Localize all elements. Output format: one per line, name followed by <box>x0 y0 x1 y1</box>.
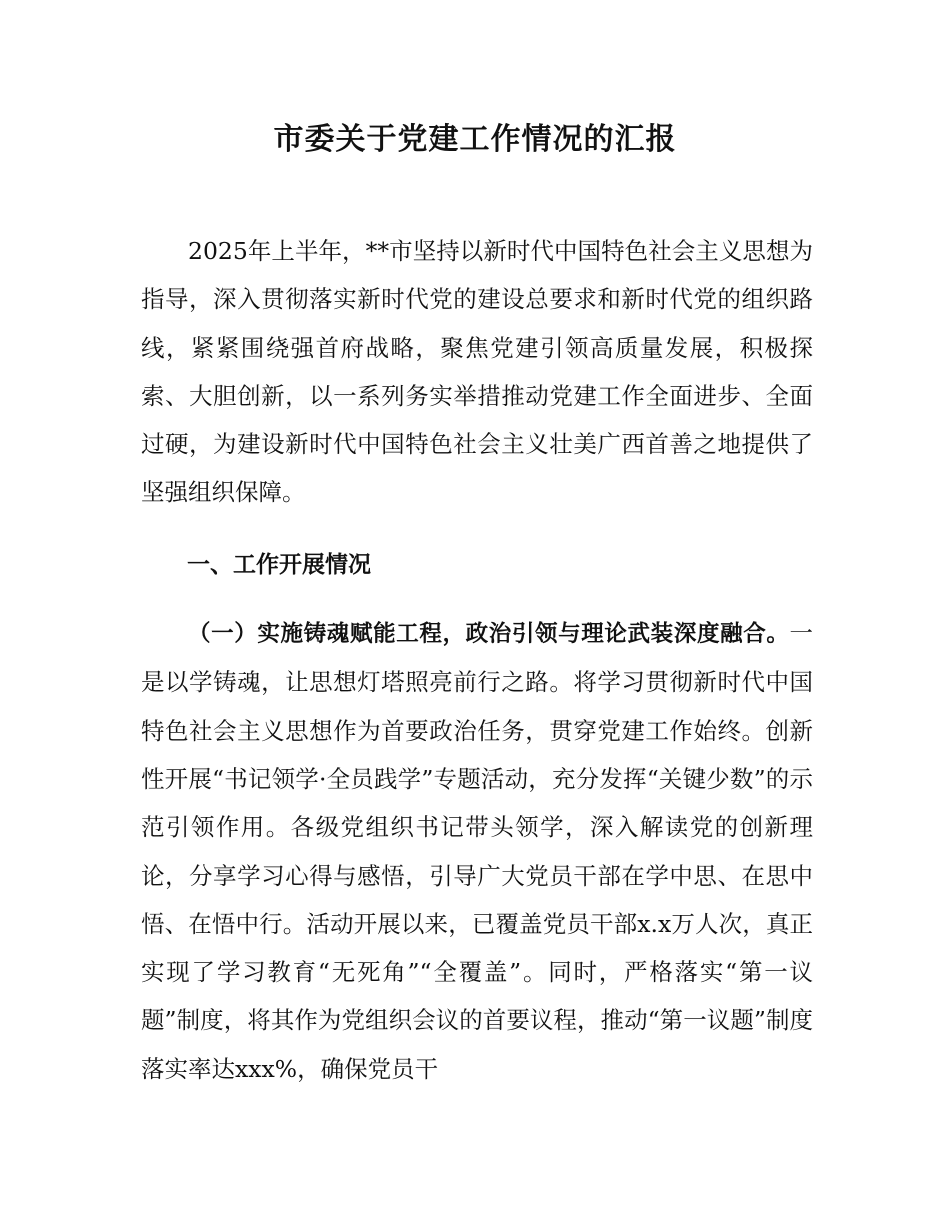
document-title: 市委关于党建工作情况的汇报 <box>273 122 677 157</box>
subsection-heading: （一）实施铸魂赋能工程，政治引领与理论武装深度融合。 <box>188 621 790 648</box>
subsection-paragraph <box>141 609 813 1093</box>
document-body <box>141 227 813 1093</box>
subsection-body: 一是以学铸魂，让思想灯塔照亮前行之路。将学习贯彻新时代中国特色社会主义思想作为首要政治任务，贯穿党建工作始终。创新性开展“书记领学·全员践学”专题活动，充分发挥“关键少数”的示范引领作用。各级党组织书记带头领学，深入解读党的创新理论，分享学习心得与感悟，引导广大党员干部在学中思、在思中悟、在悟中行。活动开展以来，已覆盖党员干部x.x万人次，真正实现了学习教育“无死角”“全覆盖”。同时，严格落实“第一议题”制度，将其作为党组织会议的首要议程，推动“第一议题”制度落实率达xxx%，确保党员干 <box>141 619 813 1083</box>
intro-paragraph: 2025年上半年，**市坚持以新时代中国特色社会主义思想为指导，深入贯彻落实新时代党的建设总要求和新时代党的组织路线，紧紧围绕强首府战略，聚焦党建引领高质量发展，积极探索、大胆创新，以一系列务实举措推动党建工作全面进步、全面过硬，为建设新时代中国特色社会主义壮美广西首善之地提供了坚强组织保障。 <box>141 237 813 507</box>
section-heading: 一、工作开展情况 <box>187 551 371 578</box>
